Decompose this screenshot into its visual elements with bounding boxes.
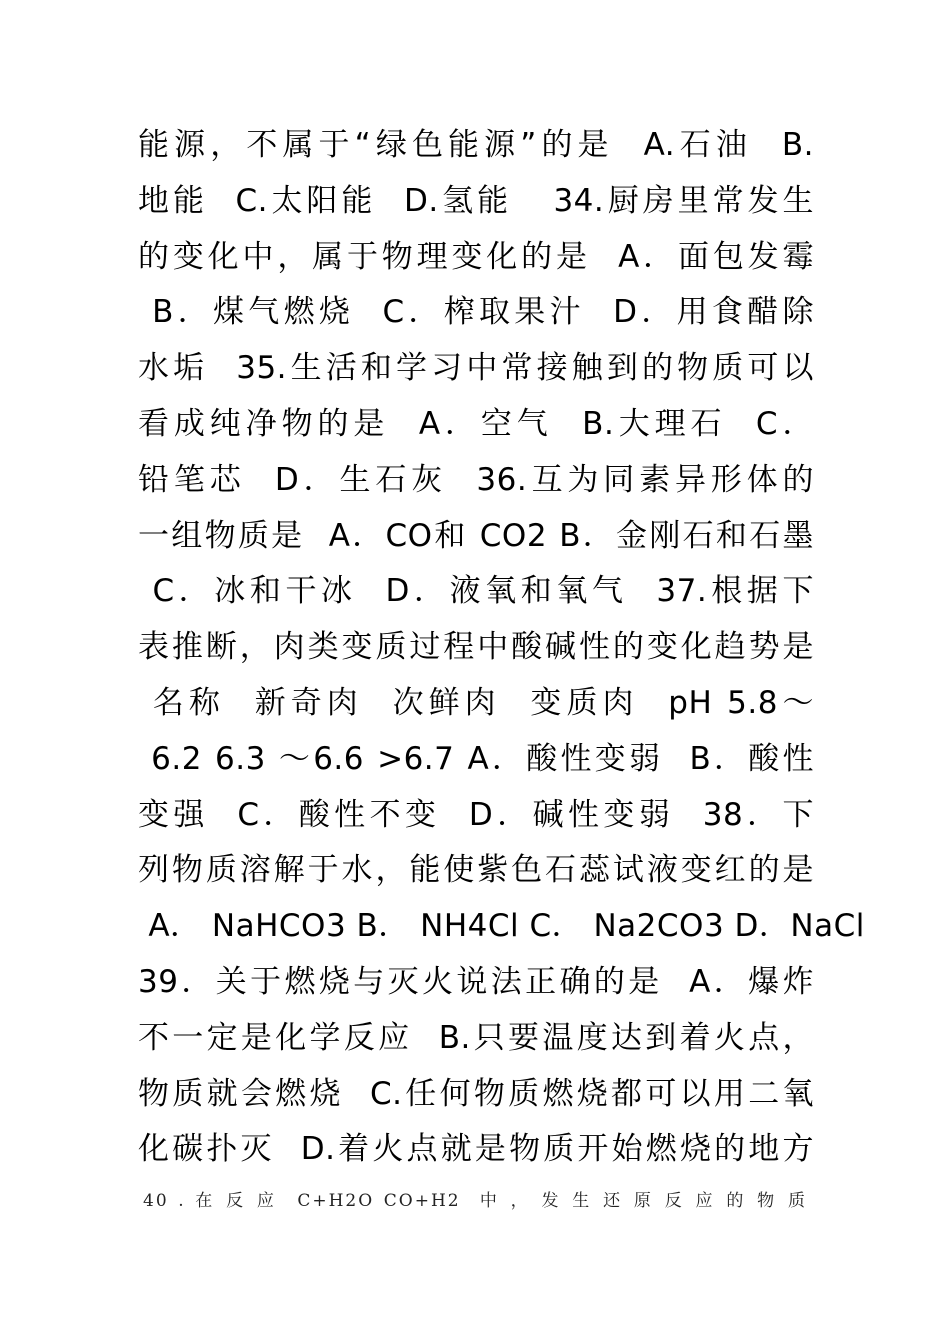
- text-line: 列物质溶解于水，能使紫色石蕊试液变红的是: [138, 852, 814, 889]
- text-line: 水垢 35.生活和学习中常接触到的物质可以: [138, 350, 814, 387]
- text-line: 物质就会燃烧 C.任何物质燃烧都可以用二氧: [138, 1075, 814, 1112]
- text-line: 的变化中，属于物理变化的是 A．面包发霉: [138, 238, 814, 275]
- text-line: 铅笔芯 D．生石灰 36.互为同素异形体的: [138, 461, 814, 498]
- body-text: [138, 118, 865, 1178]
- question-40-line: 40 . 在 反 应 C+H2O CO+H2 中 ， 发 生 还 原 反 应 的 物 质: [143, 1191, 807, 1211]
- text-line: 名称 新奇肉 次鲜肉 变质肉 pH 5.8～: [138, 684, 814, 721]
- text-line: 一组物质是 A．CO和 CO2 B．金刚石和石墨: [138, 517, 814, 554]
- text-line: 变强 C．酸性不变 D．碱性变弱 38．下: [138, 796, 814, 833]
- text-line: 表推断，肉类变质过程中酸碱性的变化趋势是: [138, 629, 814, 666]
- text-line: A． NaHCO3 B． NH4Cl C． Na2CO3 D．NaCl: [138, 908, 865, 945]
- text-line: B．煤气燃烧 C．榨取果汁 D．用食醋除: [138, 294, 814, 331]
- text-line: 化碳扑灭 D.着火点就是物质开始燃烧的地方: [138, 1131, 814, 1168]
- text-line: 39．关于燃烧与灭火说法正确的是 A．爆炸: [138, 963, 814, 1000]
- text-line: 看成纯净物的是 A．空气 B.大理石 C．: [138, 405, 814, 442]
- text-line: 6.2 6.3 ～6.6 >6.7 A．酸性变弱 B．酸性: [138, 740, 814, 777]
- text-line: 地能 C.太阳能 D.氢能 34.厨房里常发生: [138, 182, 814, 219]
- text-line: 能源，不属于“绿色能源”的是 A.石油 B.: [138, 127, 814, 163]
- text-line: 不一定是化学反应 B.只要温度达到着火点，: [138, 1019, 814, 1056]
- text-line: C．冰和干冰 D．液氧和氧气 37.根据下: [138, 573, 814, 610]
